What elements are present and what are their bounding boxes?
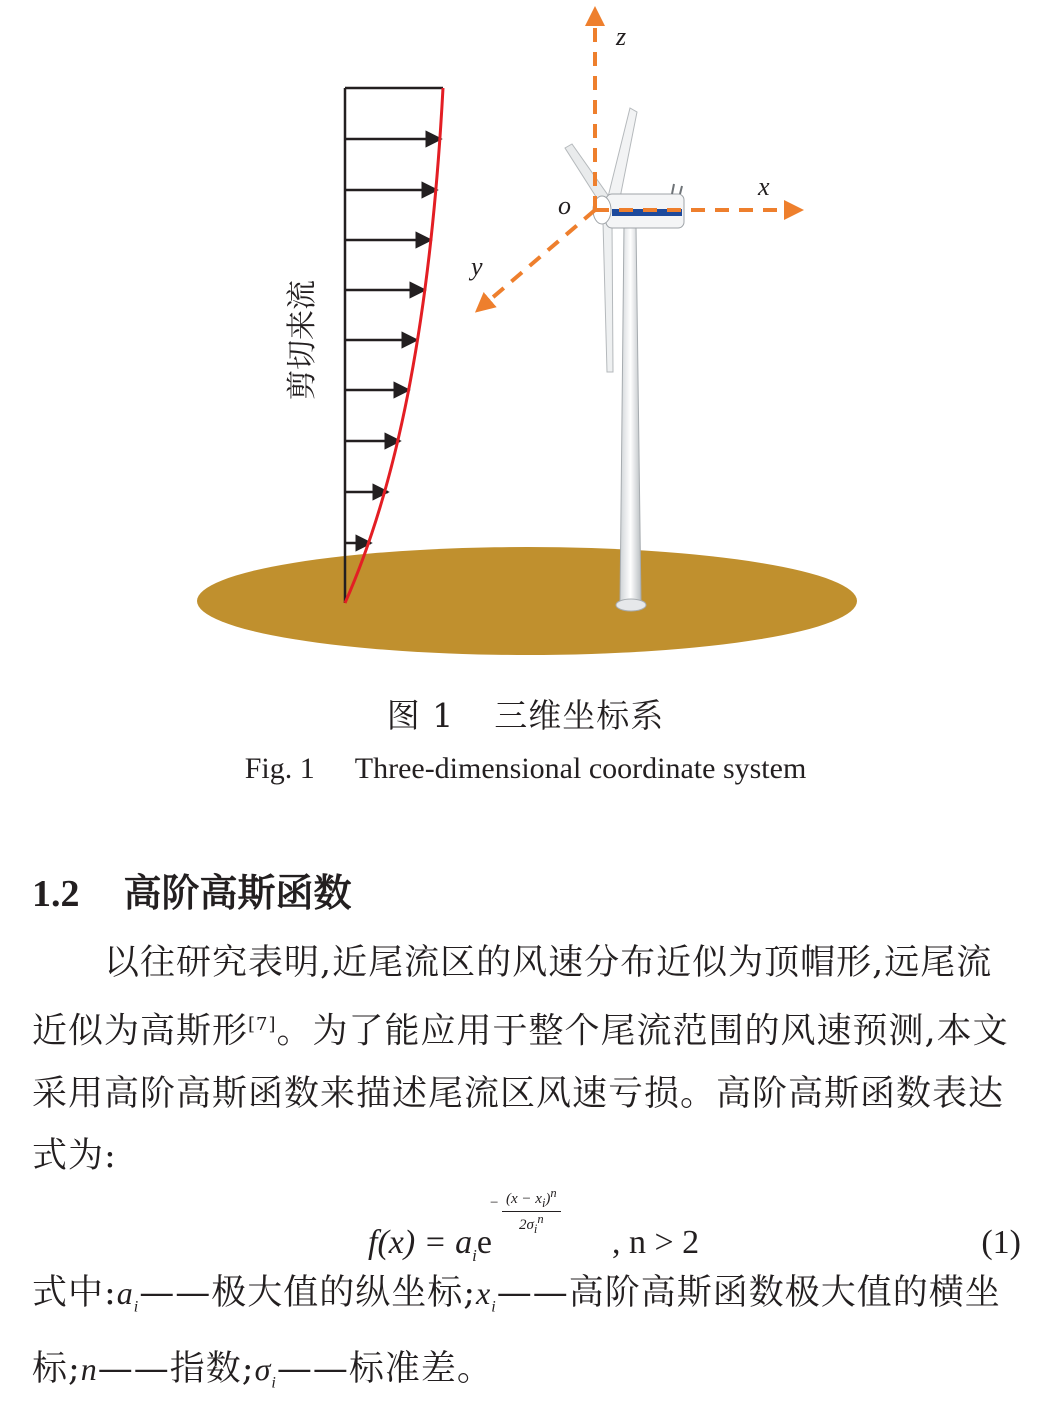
z-axis-label: z (616, 22, 627, 51)
symbol-sigma (254, 1351, 277, 1392)
symbol-x-sub: i (491, 1298, 497, 1316)
definition-n: ——指数; (97, 1349, 255, 1390)
symbol-a (116, 1275, 140, 1316)
section-heading (32, 862, 352, 917)
ground-disc (197, 547, 857, 655)
profile-label: 剪切来流 (285, 280, 320, 400)
paragraph-definitions (32, 1262, 1022, 1415)
paragraph-intro-text-b: 。为了能应用于整个尾流范围的风速预测,本文采用高阶高斯函数来描述尾流区风速亏损。高阶高斯函数表达式为: (32, 1011, 1009, 1176)
equation-lhs (368, 1224, 492, 1266)
symbol-a-sub: i (133, 1298, 140, 1316)
turbine-tower (620, 225, 641, 604)
denominator-pow: n (537, 1212, 544, 1226)
equation-number: (1) (981, 1224, 1021, 1261)
paragraph-intro (32, 932, 1022, 1187)
numerator-pow: n (550, 1186, 557, 1200)
numerator-sub: i (541, 1196, 546, 1210)
caption-en-text: Three-dimensional coordinate system (354, 752, 807, 785)
symbol-x-text: x (476, 1275, 492, 1311)
exponent-denominator (502, 1212, 561, 1237)
denominator-sub: i (533, 1222, 538, 1236)
equation-condition: , n > 2 (612, 1224, 700, 1261)
velocity-arrows (345, 139, 441, 543)
section-number: 1.2 (32, 873, 80, 915)
equation-1 (0, 1186, 1051, 1266)
exponent-minus: − (490, 1195, 499, 1211)
blade-upper (606, 108, 637, 208)
shear-profile-curve (345, 88, 443, 603)
coordinate-axes (478, 10, 800, 310)
y-axis-label: y (471, 252, 483, 281)
y-axis (478, 210, 595, 310)
symbol-n: n (80, 1351, 98, 1388)
caption-cn-text: 三维坐标系 (494, 696, 665, 735)
equation-lhs-text: f(x) = a (368, 1224, 473, 1261)
paragraph-intro-text-a: 以往研究表明,近尾流区的风速分布近似为顶帽形,远尾流近似为高斯形 (32, 943, 993, 1052)
blade-lower (603, 222, 613, 372)
x-axis-label: x (758, 172, 770, 201)
definition-sigma: ——标准差。 (276, 1349, 493, 1390)
symbol-a-text: a (116, 1275, 134, 1311)
coordinate-system-figure (0, 0, 1051, 690)
caption-cn-number: 图 1 (386, 696, 455, 735)
definition-x: ——高阶高斯函数极大值的横坐标; (32, 1273, 1001, 1390)
equation-lhs-sub: i (472, 1245, 477, 1265)
equation-exponent (490, 1186, 561, 1237)
origin-label: o (558, 191, 571, 220)
tower-base (616, 599, 646, 611)
definitions-lead: 式中: (32, 1273, 117, 1313)
figure-caption-en (0, 752, 1051, 786)
symbol-sigma-text: σ (254, 1351, 272, 1388)
numerator-text: (x − x (506, 1191, 542, 1207)
symbol-x (476, 1275, 497, 1316)
symbol-sigma-sub: i (271, 1374, 277, 1392)
figure-caption-cn (0, 690, 1051, 737)
definition-a: ——极大值的纵坐标; (139, 1273, 477, 1313)
denominator-text: 2σ (519, 1217, 534, 1233)
numerator-tail: ) (545, 1191, 551, 1207)
section-title: 高阶高斯函数 (123, 871, 352, 915)
equation-base: e (476, 1224, 492, 1261)
exponent-numerator (502, 1186, 561, 1212)
blade-left (565, 144, 610, 203)
caption-en-number: Fig. 1 (244, 752, 315, 785)
citation: [7] (248, 1014, 277, 1035)
